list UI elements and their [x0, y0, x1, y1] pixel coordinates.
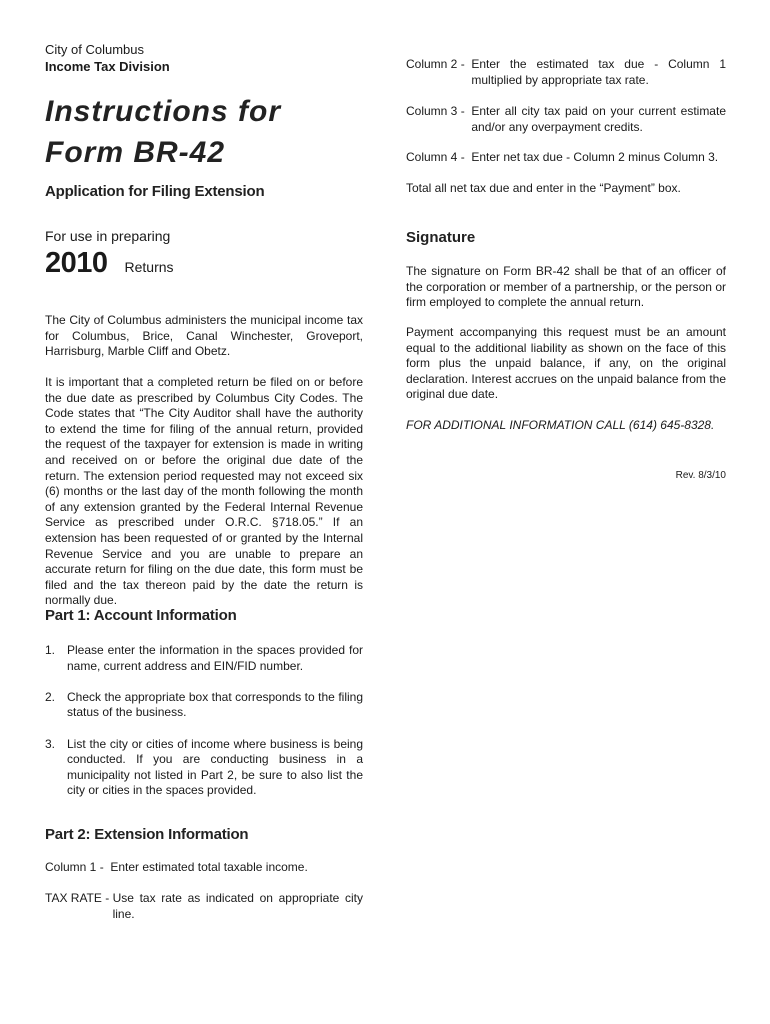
column4-text: Enter net tax due - Column 2 minus Column 3.: [471, 150, 719, 164]
column1-instruction: [45, 860, 363, 876]
part2-heading: Part 2: Extension Information: [45, 826, 249, 843]
column2-text: Enter the estimated tax due - Column 1 multiplied by appropriate tax rate.: [471, 57, 726, 87]
division-name: Income Tax Division: [45, 59, 170, 74]
tax-year: 2010: [45, 247, 108, 279]
title-line-2: Form BR-42: [45, 136, 226, 169]
column3-instruction: [406, 104, 726, 135]
organization-block: [45, 41, 170, 75]
revision-date: Rev. 8/3/10: [675, 470, 726, 481]
column4-label: Column 4 -: [406, 150, 472, 164]
total-instruction: Total all net tax due and enter in the “Payment” box.: [406, 181, 681, 195]
list-item-number: 3.: [45, 736, 56, 751]
taxrate-label: TAX RATE -: [45, 891, 113, 905]
intro-paragraph-2: It is important that a completed return be filed on or before the due date as prescribed by Columbus City Codes. The Code states that “The City Auditor shall have the authority to extend the time for filing of the annual return, provided the request of the taxpayer for extension is made in writing and received on or before the original due date of the return. The extension period requested may not exceed six (6) months or the last day of the month following the month of any extension granted by the Federal Internal Revenue Service as prescribed under O.R.C. §718.05.” If an extension has been requested of or granted by the Internal Revenue Service and you are unable to prepare an accurate return for filing on the due date, this form must be filed and the tax thereon paid by the date the return is normally due.: [45, 375, 363, 608]
returns-label: Returns: [124, 259, 174, 275]
use-for-label: For use in preparing: [45, 228, 171, 244]
list-item: [45, 690, 363, 721]
column1-text: Enter estimated total taxable income.: [110, 860, 308, 874]
column2-label: Column 2 -: [406, 57, 472, 71]
list-item-text: Please enter the information in the spaces provided for name, current address and EIN/FID number.: [67, 643, 363, 673]
list-item-text: List the city or cities of income where business is being conducted. If you are conducting business in a municipality not listed in Part 2, be sure to also list the city or cities in the spaces provided.: [67, 736, 363, 798]
part1-heading: Part 1: Account Information: [45, 607, 237, 624]
tax-year-row: [45, 247, 174, 280]
column2-instruction: [406, 57, 726, 88]
document-title: [45, 91, 281, 173]
payment-paragraph: Payment accompanying this request must be an amount equal to the additional liability as shown on the face of this form plus the unpaid balance, if any, on the original declaration. Interest accrues on the unpaid balance from the original due date.: [406, 325, 726, 402]
list-item-text: Check the appropriate box that corresponds to the filing status of the business.: [67, 689, 363, 720]
taxrate-instruction: [45, 891, 363, 922]
list-item-number: 1.: [45, 643, 56, 657]
taxrate-text: Use tax rate as indicated on appropriate city line.: [112, 891, 363, 921]
list-item: [45, 643, 363, 674]
part1-list: [45, 643, 363, 815]
list-item-number: 2.: [45, 689, 56, 704]
city-name: City of Columbus: [45, 42, 144, 57]
contact-info: FOR ADDITIONAL INFORMATION CALL (614) 645-8328.: [406, 418, 715, 432]
signature-heading: Signature: [406, 229, 476, 246]
title-line-1: Instructions for: [45, 95, 282, 128]
intro-paragraph-1: The City of Columbus administers the municipal income tax for Columbus, Brice, Canal Winchester, Groveport, Harrisburg, Marble Cliff and Obetz.: [45, 313, 363, 359]
column4-instruction: [406, 150, 726, 166]
column3-label: Column 3 -: [406, 104, 472, 118]
document-subtitle: Application for Filing Extension: [45, 183, 265, 200]
column3-text: Enter all city tax paid on your current estimate and/or any overpayment credits.: [471, 104, 726, 134]
column1-label: Column 1 -: [45, 860, 111, 874]
list-item: [45, 737, 363, 799]
signature-paragraph: The signature on Form BR-42 shall be that of an officer of the corporation or member of a partnership, or the person or firm employed to complete the annual return.: [406, 264, 726, 310]
